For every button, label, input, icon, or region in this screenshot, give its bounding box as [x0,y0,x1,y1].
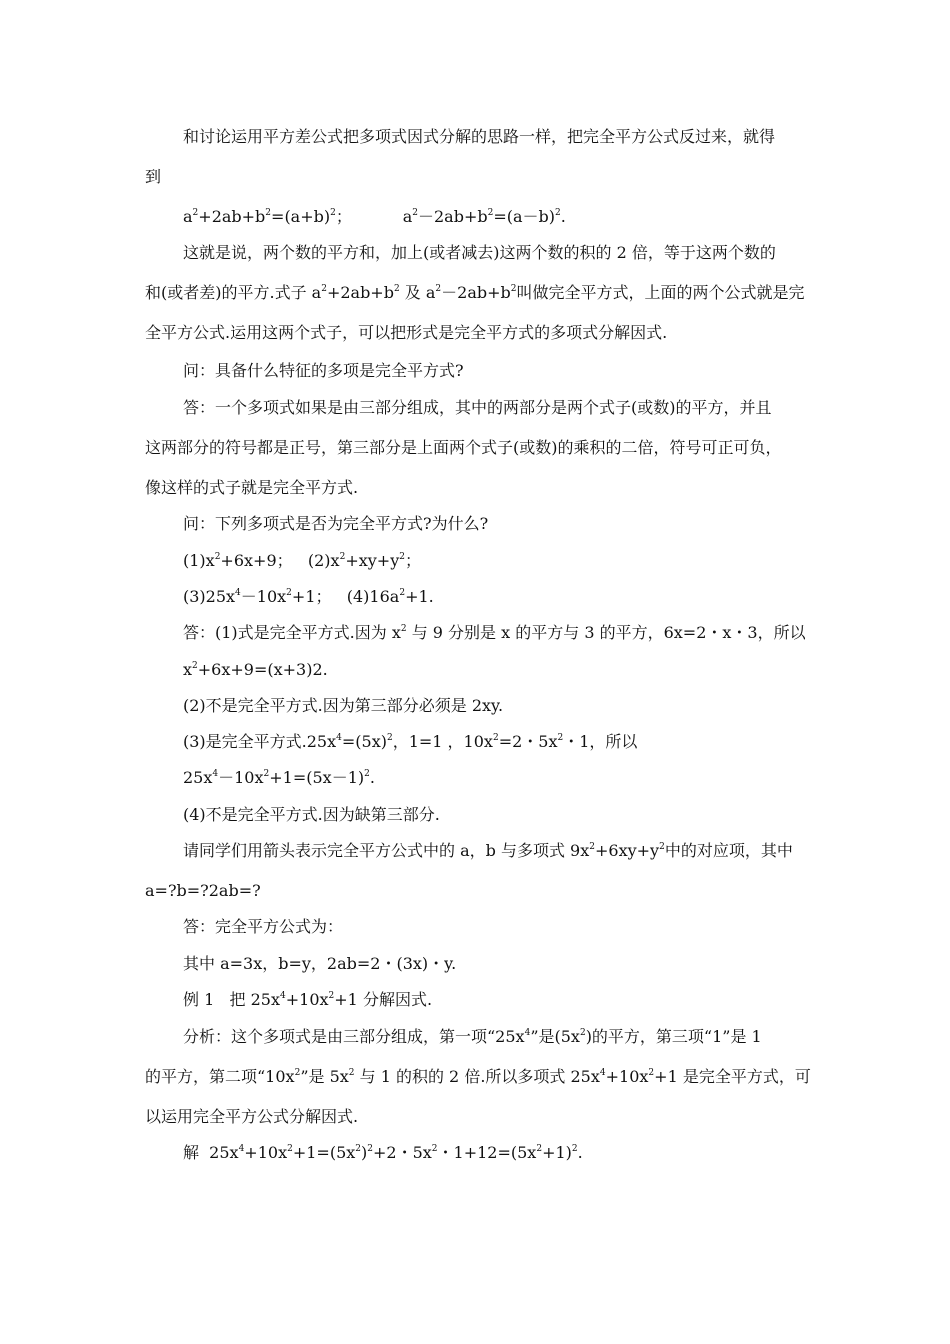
text-line [145,478,358,498]
text-run: －2ab+b [417,207,488,226]
text-line [183,551,421,571]
text-run: )的平方，第三项“1”是 1 [585,1027,762,1046]
text-line [145,1107,358,1127]
superscript: 2 [659,842,665,852]
superscript: 2 [265,208,272,218]
text-line [183,514,488,534]
text-run: +10x [244,1143,288,1162]
text-line [183,696,503,716]
superscript: 2 [571,1144,578,1154]
text-run: =(a+b) [271,207,331,226]
text-run: +10x [605,1067,649,1086]
text-line [183,587,434,607]
text-run: =(5x) [341,732,387,751]
superscript: 2 [386,733,393,743]
text-line [183,732,637,752]
text-run: 和讨论运用平方差公式把多项式因式分解的思路一样，把完全平方公式反过来，就得 [183,127,776,146]
text-run: +1 分解因式. [334,990,433,1009]
text-run: 叫做完全平方式，上面的两个公式就是完 [516,283,805,302]
text-run: . [560,207,566,226]
superscript: 2 [263,769,270,779]
superscript: 4 [336,733,342,743]
superscript: 2 [364,769,370,779]
text-run: +2・5x [372,1143,432,1162]
superscript: 2 [367,1144,373,1154]
text-line [183,243,776,263]
text-run: ，1=1 ，10x [392,732,493,751]
superscript: 4 [524,1028,531,1038]
text-line [145,881,261,901]
text-run: +6x+9=(x+3)2. [197,660,328,679]
text-run: 答：一个多项式如果是由三部分组成，其中的两部分是两个式子(或数)的平方，并且 [183,398,772,417]
text-line [183,1027,762,1047]
text-run: . [577,1143,583,1162]
text-run: 与 1 的积的 2 倍.所以多项式 25x [354,1067,600,1086]
text-run: 这两部分的符号都是正号，第三部分是上面两个式子(或数)的乘积的二倍，符号可正可负， [145,438,782,457]
superscript: 2 [192,661,198,671]
superscript: 2 [510,284,517,294]
text-run: (3)是完全平方式.25x [183,732,337,751]
superscript: 2 [321,284,327,294]
text-run: =(a－b) [493,207,556,226]
text-run: ・1+12=(5x [437,1143,537,1162]
superscript: 2 [339,552,346,562]
superscript: 2 [328,991,335,1001]
superscript: 4 [235,588,241,598]
text-run: ) [361,1143,368,1162]
text-line [183,917,343,937]
superscript: 2 [487,208,494,218]
text-run: +1=(5x [292,1143,356,1162]
text-line [145,1067,811,1087]
superscript: 2 [555,208,561,218]
text-run: +2ab+b [198,207,266,226]
text-line [183,841,793,861]
text-line [145,438,782,458]
text-run: +2ab+b [326,283,394,302]
text-run: 和(或者差)的平方.式子 a [145,283,322,302]
text-run: －2ab+b [441,283,511,302]
text-run: 像这样的式子就是完全平方式. [145,478,359,497]
text-run: +1 是完全平方式，可 [654,1067,811,1086]
text-line [183,805,440,825]
text-run: (2)不是完全平方式.因为第三部分必须是 2xy. [183,696,504,715]
superscript: 2 [348,1068,355,1078]
superscript: 4 [599,1068,606,1078]
text-run: 中的对应项，其中 [664,841,793,860]
text-run: －10x [240,587,287,606]
superscript: 2 [355,1144,361,1154]
text-run: 与 9 分别是 x 的平方与 3 的平方，6x=2・x・3，所以 [406,623,806,642]
superscript: 2 [648,1068,655,1078]
text-run: (1)x [183,551,215,570]
superscript: 2 [214,552,221,562]
superscript: 2 [399,588,406,598]
text-run: 及 a [399,283,436,302]
text-run: +1=(5x－1) [269,768,365,787]
superscript: 2 [435,284,442,294]
text-line [183,207,566,227]
text-run: 解 25x [183,1143,239,1162]
text-run: (3)25x [183,587,236,606]
text-run: 答：完全平方公式为： [183,917,344,936]
text-run: (4)不是完全平方式.因为缺第三部分. [183,805,440,824]
text-run: a=?b=?2ab=? [145,881,261,900]
superscript: 2 [399,552,405,562]
text-run: . [369,768,375,787]
text-run: 问：具备什么特征的多项是完全平方式? [183,361,464,380]
superscript: 2 [557,733,564,743]
superscript: 2 [287,1144,293,1154]
text-run: +1. [405,587,434,606]
superscript: 2 [192,208,199,218]
text-run: 例 1 把 25x [183,990,280,1009]
text-run: 25x [183,768,213,787]
superscript: 2 [589,842,595,852]
text-run: ”是 5x [300,1067,349,1086]
text-run: 答：(1)式是完全平方式.因为 x [183,623,401,642]
superscript: 2 [536,1144,543,1154]
superscript: 4 [280,991,286,1001]
text-run: 的平方，第二项“10x [145,1067,295,1086]
text-run: =2・5x [498,732,558,751]
text-line [183,954,456,974]
text-run: ； a [335,207,413,226]
text-line [183,990,432,1010]
text-run: 问：下列多项式是否为完全平方式?为什么? [183,514,489,533]
text-line [145,323,667,343]
text-line [183,768,375,788]
text-run: +1) [542,1143,572,1162]
text-line [145,167,161,187]
text-line [183,623,806,643]
text-run: +6x+9； (2)x [220,551,340,570]
superscript: 2 [286,588,292,598]
text-run: 请同学们用箭头表示完全平方公式中的 a，b 与多项式 9x [183,841,590,860]
text-line [183,660,328,680]
text-run: x [183,660,193,679]
superscript: 2 [393,284,400,294]
text-run: 以运用完全平方公式分解因式. [145,1107,359,1126]
text-run: +10x [285,990,329,1009]
text-run: +1； (4)16a [291,587,400,606]
superscript: 4 [212,769,219,779]
superscript: 4 [238,1144,245,1154]
text-line [183,361,464,381]
text-line [145,283,805,303]
superscript: 2 [431,1144,438,1154]
text-run: 分析：这个多项式是由三部分组成，第一项“25x [183,1027,525,1046]
text-run: +xy+y [345,551,400,570]
text-run: 全平方公式.运用这两个式子，可以把形式是完全平方式的多项式分解因式. [145,323,668,342]
superscript: 2 [579,1028,586,1038]
text-run: －10x [218,768,264,787]
text-run: 到 [145,167,162,186]
superscript: 2 [294,1068,301,1078]
text-line [183,127,775,147]
text-run: ・1，所以 [563,732,638,751]
superscript: 2 [412,208,418,218]
text-line [183,1143,583,1163]
text-run: 这就是说，两个数的平方和，加上(或者减去)这两个数的积的 2 倍，等于这两个数的 [183,243,776,262]
superscript: 2 [330,208,336,218]
text-run: +6xy+y [594,841,660,860]
text-run: a [183,207,193,226]
text-run: ； [404,551,421,570]
text-run: 其中 a=3x，b=y，2ab=2・(3x)・y. [183,954,457,973]
superscript: 2 [400,624,407,634]
text-line [183,398,772,418]
superscript: 2 [492,733,499,743]
text-run: ”是(5x [530,1027,580,1046]
